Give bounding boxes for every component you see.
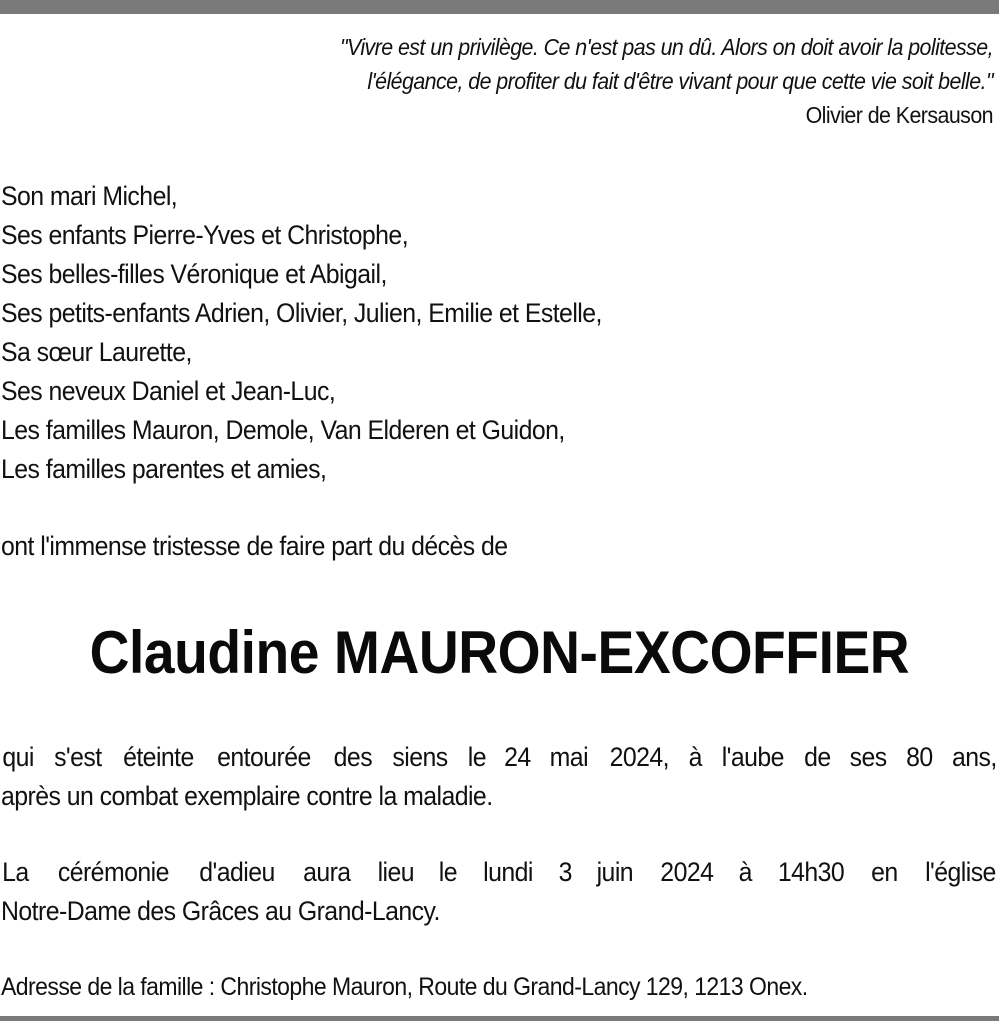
death-notice-line-2: après un combat exemplaire contre la maladie. bbox=[1, 781, 493, 811]
family-line: Les familles parentes et amies, bbox=[1, 454, 327, 484]
ceremony-word: La bbox=[2, 857, 29, 887]
ceremony-word: 14h30 bbox=[778, 857, 845, 887]
death-word: 80 bbox=[906, 742, 933, 772]
death-notice bbox=[1, 738, 999, 816]
quote-author: Olivier de Kersauson bbox=[805, 102, 993, 128]
death-word: éteinte bbox=[123, 742, 194, 772]
ceremony-word: juin bbox=[596, 857, 634, 887]
quote-line-2: l'élégance, de profiter du fait d'être vivant pour que cette vie soit belle." bbox=[367, 68, 993, 94]
death-word: siens bbox=[392, 742, 448, 772]
bottom-rule bbox=[0, 1016, 999, 1021]
family-line: Ses enfants Pierre-Yves et Christophe, bbox=[1, 220, 409, 250]
family-line: Ses belles-filles Véronique et Abigail, bbox=[1, 259, 387, 289]
ceremony-word: aura bbox=[303, 857, 351, 887]
death-notice-line-1 bbox=[1, 738, 999, 777]
deceased-name: Claudine MAURON-EXCOFFIER bbox=[89, 619, 910, 686]
family-line: Ses neveux Daniel et Jean-Luc, bbox=[1, 376, 336, 406]
ceremony-word: 3 bbox=[558, 857, 572, 887]
death-word: de bbox=[803, 742, 831, 772]
ceremony-word: en bbox=[871, 857, 898, 887]
death-word: s'est bbox=[53, 742, 102, 772]
death-word: des bbox=[333, 742, 372, 772]
ceremony-notice bbox=[1, 853, 999, 931]
death-word: 2024, bbox=[609, 742, 669, 772]
family-line: Sa sœur Laurette, bbox=[1, 337, 192, 367]
ceremony-word: à bbox=[738, 857, 752, 887]
announcement-text: ont l'immense tristesse de faire part du décès de bbox=[1, 531, 508, 561]
quote-line-1: "Vivre est un privilège. Ce n'est pas un dû. Alors on doit avoir la politesse, bbox=[339, 34, 993, 60]
death-word: 24 bbox=[504, 742, 531, 772]
death-word: mai bbox=[549, 742, 589, 772]
ceremony-line-2: Notre-Dame des Grâces au Grand-Lancy. bbox=[1, 896, 440, 926]
death-word: qui bbox=[2, 742, 34, 772]
family-list bbox=[1, 177, 602, 489]
ceremony-word: cérémonie bbox=[57, 857, 169, 887]
epigraph-quote bbox=[156, 30, 993, 132]
family-address: Adresse de la famille : Christophe Mauron, Route du Grand-Lancy 129, 1213 Onex. bbox=[1, 973, 808, 1001]
top-rule bbox=[0, 0, 999, 14]
death-word: l'aube bbox=[721, 742, 784, 772]
ceremony-line-1 bbox=[1, 853, 999, 892]
death-word: à bbox=[688, 742, 702, 772]
family-line: Son mari Michel, bbox=[1, 181, 178, 211]
ceremony-word: 2024 bbox=[659, 857, 713, 887]
ceremony-word: le bbox=[438, 857, 458, 887]
ceremony-word: l'église bbox=[925, 857, 996, 887]
deceased-name-heading bbox=[0, 615, 999, 691]
death-word: le bbox=[467, 742, 486, 772]
ceremony-word: lieu bbox=[377, 857, 414, 887]
death-word: ses bbox=[849, 742, 887, 772]
ceremony-word: d'adieu bbox=[199, 857, 275, 887]
death-word: entourée bbox=[217, 742, 312, 772]
family-line: Les familles Mauron, Demole, Van Elderen et Guidon, bbox=[1, 415, 565, 445]
family-line: Ses petits-enfants Adrien, Olivier, Julien, Emilie et Estelle, bbox=[1, 298, 602, 328]
death-word: ans, bbox=[952, 742, 997, 772]
ceremony-word: lundi bbox=[482, 857, 533, 887]
